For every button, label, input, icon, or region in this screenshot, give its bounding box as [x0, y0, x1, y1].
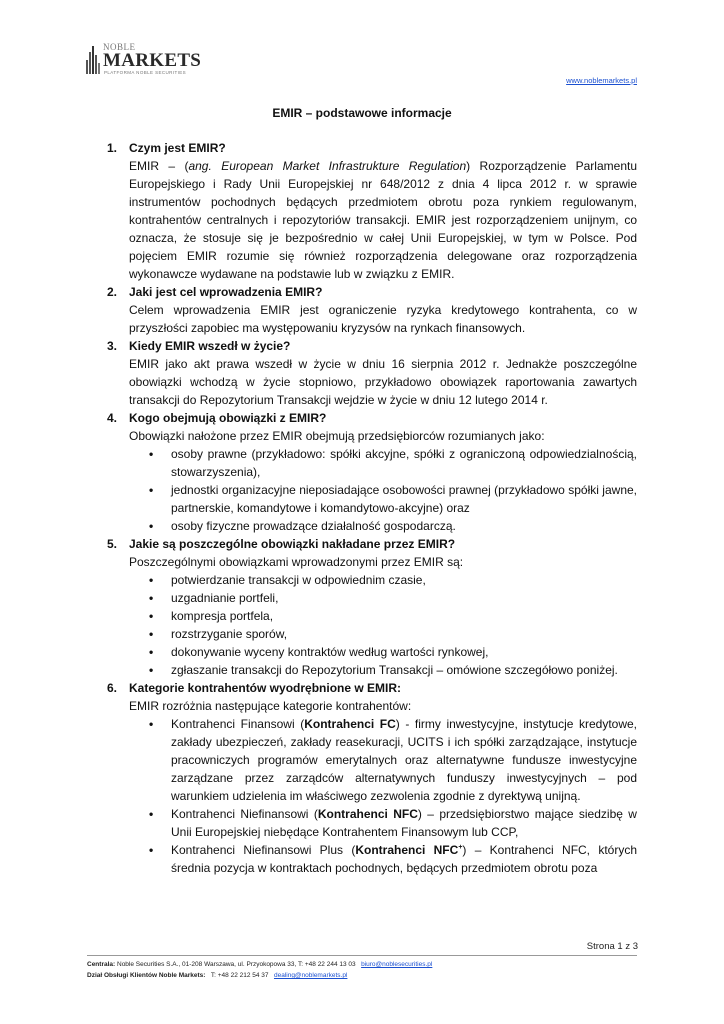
footer-label: Dział Obsługi Klientów Noble Markets: — [87, 972, 206, 979]
footer-line-dealing — [87, 970, 637, 981]
footer-label: Centrala: — [87, 961, 116, 968]
section-4-paragraph: Obowiązki nałożone przez EMIR obejmują przedsiębiorców rozumianych jako: — [129, 429, 545, 443]
list-item-text: potwierdzanie transakcji w odpowiednim czasie, — [171, 573, 426, 587]
list-item-text: uzgadnianie portfeli, — [171, 591, 279, 605]
list-item-text: osoby fizyczne prowadzące działalność gospodarczą. — [171, 519, 456, 533]
section-3-heading — [107, 337, 637, 355]
footer-address: Noble Securities S.A., 01-208 Warszawa, ul. Przyokopowa 33, T: +48 22 244 13 03 — [117, 961, 356, 968]
paragraph-text: EMIR – ( — [129, 159, 189, 173]
bullet-icon: • — [149, 843, 154, 857]
list-item-nfc — [149, 805, 637, 841]
section-4-list — [149, 445, 637, 535]
footer-line-headquarters — [87, 959, 637, 970]
section-2-paragraph: Celem wprowadzenia EMIR jest ograniczenie ryzyka kredytowego kontrahenta, co w przyszłości zapobiec ma występowaniu kryzysów na rynkach finansowych. — [129, 303, 637, 335]
logo-bars-icon — [86, 46, 100, 74]
list-item-nfc-plus — [149, 841, 637, 877]
list-item-text: ) – przedsiębiorstwo mające siedzibę w Unii Europejskiej niebędące Kontrahentem Finansowym lub CCP, — [171, 807, 637, 839]
section-heading-text: Kategorie kontrahentów wyodrębnione w EMIR: — [129, 681, 402, 695]
list-item-text: dokonywanie wyceny kontraktów według wartości rynkowej, — [171, 645, 489, 659]
section-heading-text: Czym jest EMIR? — [129, 141, 226, 155]
bullet-icon: • — [149, 609, 154, 623]
logo-tagline: PLATFORMA NOBLE SECURITIES — [104, 70, 187, 75]
website-link[interactable]: www.noblemarkets.pl — [566, 76, 637, 85]
list-item-text: ) – Kontrahenci NFC, których średnia pozycja w kontraktach pochodnych, będących przedmiotem obrotu poza — [171, 843, 637, 875]
list-item — [149, 517, 637, 535]
section-number: 4. — [107, 411, 118, 425]
plus-superscript: + — [458, 844, 463, 851]
list-item-text: Kontrahenci Niefinansowi Plus ( — [171, 843, 356, 857]
bullet-icon: • — [149, 663, 154, 677]
section-number: 6. — [107, 681, 118, 695]
list-item — [149, 643, 637, 661]
section-6-paragraph: EMIR rozróżnia następujące kategorie kontrahentów: — [129, 699, 412, 713]
noble-markets-logo — [86, 42, 246, 82]
list-item — [149, 571, 637, 589]
list-item-text: osoby prawne (przykładowo: spółki akcyjne, spółki z ograniczoną odpowiedzialnością, stowarzyszenia), — [171, 447, 637, 479]
section-2-heading — [107, 283, 637, 301]
bullet-icon: • — [149, 591, 154, 605]
section-3-paragraph: EMIR jako akt prawa wszedł w życie w dniu 16 sierpnia 2012 r. Jednakże poszczególne obowiązki wchodzą w życie stopniowo, przykładowo obowiązek raportowania zawartych transakcji do Repozytorium Transakcji wejdzie w życie w dniu 12 lutego 2014 r. — [129, 357, 637, 407]
list-item — [149, 445, 637, 481]
list-item — [149, 481, 637, 517]
section-heading-text: Kogo obejmują obowiązki z EMIR? — [129, 411, 327, 425]
section-5-list — [149, 571, 637, 679]
section-1-paragraph — [129, 157, 637, 283]
document-body — [107, 139, 637, 877]
footer-email-link[interactable]: biuro@noblesecurities.pl — [361, 961, 433, 968]
section-number: 3. — [107, 339, 118, 353]
term-bold — [355, 843, 462, 857]
paragraph-emphasis: ang. European Market Infrastrukture Regulation — [188, 159, 467, 173]
paragraph-text: ) Rozporządzenie Parlamentu Europejskiego i Rady Unii Europejskiej nr 648/2012 z dnia 4 lipca 2012 r. w sprawie instrumentów pochodnych będących przedmiotem obrotu poza rynkiem regulowanym, kontrahentów centralnych i repozytoriów transakcji. EMIR jest rozporządzeniem unijnym, co oznacza, że stosuje się je bezpośrednio w całej Unii Europejskiej, w tym w Polsce. Pod pojęciem EMIR rozumie się również rozporządzenia delegowane oraz rozporządzenia wykonawcze wydawane na podstawie lub w związku z EMIR. — [129, 159, 637, 281]
list-item-text: Kontrahenci Niefinansowi ( — [171, 807, 318, 821]
term-bold-text: Kontrahenci NFC — [355, 843, 459, 857]
list-item — [149, 607, 637, 625]
bullet-icon: • — [149, 627, 154, 641]
logo-noble-text: NOBLE — [103, 42, 136, 52]
list-item-text: rozstrzyganie sporów, — [171, 627, 288, 641]
section-6-list — [149, 715, 637, 877]
section-number: 1. — [107, 141, 118, 155]
footer — [87, 955, 637, 981]
bullet-icon: • — [149, 807, 154, 821]
logo-markets-text: MARKETS — [103, 50, 202, 71]
section-1-heading — [107, 139, 637, 157]
document-title: EMIR – podstawowe informacje — [272, 106, 452, 120]
list-item — [149, 625, 637, 643]
section-number: 2. — [107, 285, 118, 299]
bullet-icon: • — [149, 447, 154, 461]
bullet-icon: • — [149, 519, 154, 533]
term-bold: Kontrahenci NFC — [317, 807, 418, 821]
section-6-heading — [107, 679, 637, 697]
bullet-icon: • — [149, 645, 154, 659]
list-item — [149, 661, 637, 679]
list-item-fc — [149, 715, 637, 805]
list-item-text: jednostki organizacyjne nieposiadające osobowości prawnej (przykładowo spółki jawne, partnerskie, komandytowe i komandytowo-akcyjne) oraz — [171, 483, 637, 515]
page-number: Strona 1 z 3 — [586, 941, 638, 952]
section-4-heading — [107, 409, 637, 427]
section-number: 5. — [107, 537, 118, 551]
bullet-icon: • — [149, 717, 154, 731]
term-bold: Kontrahenci FC — [304, 717, 396, 731]
list-item-text: Kontrahenci Finansowi ( — [171, 717, 305, 731]
bullet-icon: • — [149, 573, 154, 587]
section-heading-text: Jaki jest cel wprowadzenia EMIR? — [129, 285, 323, 299]
list-item — [149, 589, 637, 607]
footer-email-link[interactable]: dealing@noblemarkets.pl — [273, 972, 348, 979]
list-item-text: ) - firmy inwestycyjne, instytucje kredytowe, zakłady ubezpieczeń, zakłady reasekuracji, UCITS i ich spółki zarządzające, instytucje pracowniczych programów emerytalnych oraz alternatywne fundusze inwestycyjne zarządzane przez zarządców alternatywnych funduszy inwestycyjnych – pod warunkiem udzielenia im właściwego zezwolenia zgodnie z dyrektywą unijną. — [171, 717, 638, 803]
section-heading-text: Kiedy EMIR wszedł w życie? — [129, 339, 291, 353]
list-item-text: kompresja portfela, — [171, 609, 274, 623]
footer-phone: T: +48 22 212 54 37 — [210, 972, 269, 979]
list-item-text: zgłaszanie transakcji do Repozytorium Transakcji – omówione szczegółowo poniżej. — [171, 663, 618, 677]
section-heading-text: Jakie są poszczególne obowiązki nakładane przez EMIR? — [129, 537, 456, 551]
bullet-icon: • — [149, 483, 154, 497]
section-5-paragraph: Poszczególnymi obowiązkami wprowadzonymi przez EMIR są: — [129, 555, 464, 569]
section-5-heading — [107, 535, 637, 553]
